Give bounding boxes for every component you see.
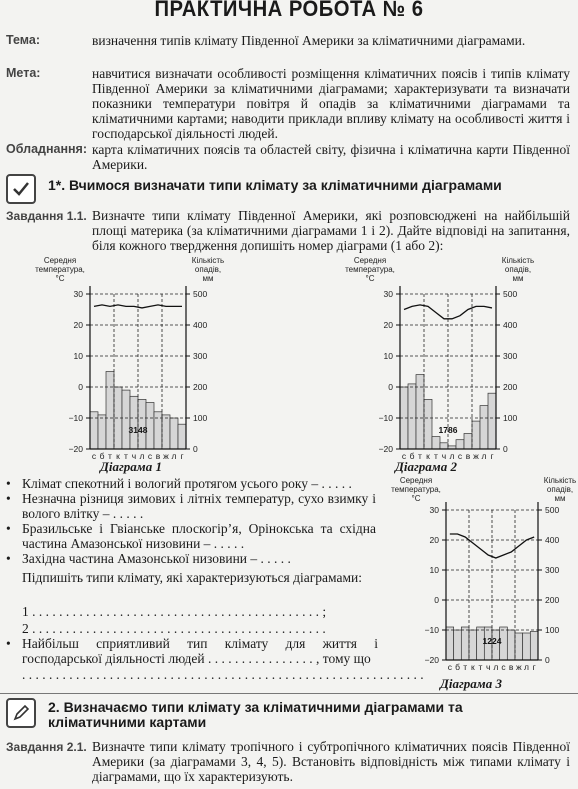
month-label: с bbox=[447, 662, 452, 672]
temp-tick-label: 20 bbox=[383, 320, 393, 330]
precip-bar bbox=[454, 630, 462, 660]
precip-bar bbox=[530, 632, 538, 661]
month-label: в bbox=[155, 451, 161, 461]
temp-axis-title: температура, bbox=[345, 265, 395, 274]
equipment-label: Обладнання: bbox=[6, 142, 88, 156]
precip-bar bbox=[464, 434, 472, 450]
temp-tick-label: 10 bbox=[383, 351, 393, 361]
precip-bar bbox=[456, 440, 464, 449]
precip-bar bbox=[446, 627, 454, 660]
month-label: л bbox=[481, 451, 487, 461]
diagram-3-label: Діаграма 3 bbox=[440, 676, 502, 691]
bullet-item: • Бразильське і Гвіанське плоскогір’я, Орінокська та східна частина Амазонської низовини – . . . . . bbox=[6, 521, 376, 551]
temp-tick-label: 30 bbox=[429, 505, 439, 515]
section-2-header bbox=[6, 698, 574, 728]
precip-total-label: 1224 bbox=[482, 636, 502, 646]
precip-axis-title: мм bbox=[202, 274, 214, 283]
precip-bar bbox=[424, 399, 432, 449]
climate-diagram-1 bbox=[14, 256, 254, 474]
precip-bar bbox=[130, 396, 138, 449]
month-label: л bbox=[171, 451, 177, 461]
temp-tick-label: −10 bbox=[424, 625, 439, 635]
temp-axis-title: температура, bbox=[391, 485, 441, 494]
precip-axis-title: Кількість bbox=[501, 256, 535, 265]
precip-axis-title: мм bbox=[512, 274, 524, 283]
precip-bar bbox=[106, 372, 114, 450]
month-label: г bbox=[532, 662, 536, 672]
month-label: с bbox=[501, 662, 506, 672]
task-1-1-label: Завдання 1.1. bbox=[6, 209, 87, 223]
month-label: в bbox=[508, 662, 514, 672]
precip-axis-title: Кількість bbox=[191, 256, 225, 265]
precip-axis-title: опадів, bbox=[546, 485, 574, 494]
diagram-2-label: Діаграма 2 bbox=[395, 459, 457, 474]
precip-bar bbox=[416, 375, 424, 449]
temp-tick-label: −20 bbox=[68, 444, 83, 454]
month-label: л bbox=[524, 662, 529, 672]
month-label: ж bbox=[515, 662, 522, 672]
answer-line-2: 2 . . . . . . . . . . . . . . . . . . . . . . . . . . . . . . . . . . . . . . . . . . . . bbox=[22, 621, 326, 636]
precip-tick-label: 400 bbox=[193, 320, 208, 330]
section-1-header bbox=[6, 174, 574, 204]
month-label: г bbox=[490, 451, 494, 461]
topic-label: Тема: bbox=[6, 33, 40, 47]
precip-bar bbox=[98, 415, 106, 449]
precip-tick-label: 100 bbox=[545, 625, 560, 635]
temp-axis-title: °С bbox=[365, 274, 375, 283]
month-label: ч bbox=[441, 451, 447, 461]
precip-bar bbox=[90, 412, 98, 449]
month-label: т bbox=[463, 662, 468, 672]
temp-axis-title: Середня bbox=[353, 256, 387, 265]
section-2-heading-1: 2. Визначаємо типи клімату за кліматичними діаграмами та bbox=[48, 699, 463, 715]
month-label: ж bbox=[163, 451, 169, 461]
temp-axis-title: Середня bbox=[399, 476, 433, 485]
precip-bar bbox=[408, 384, 416, 449]
precip-bar bbox=[480, 406, 488, 449]
precip-bar bbox=[122, 390, 130, 449]
precip-bar bbox=[154, 412, 162, 449]
temp-tick-label: −20 bbox=[378, 444, 393, 454]
precip-tick-label: 500 bbox=[503, 289, 518, 299]
checkmark-icon bbox=[6, 174, 36, 204]
task-1-1-text: Визначте типи клімату Південної Америки, які розповсюджені на найбільшій площі материка (за кліматичними діаграмами 1 і 2). Дайте відповіді на запитання, біля кожного твердження допишіть номер діаграми (1 або 2): bbox=[92, 208, 570, 253]
precip-tick-label: 300 bbox=[193, 351, 208, 361]
precip-axis-title: мм bbox=[554, 494, 566, 503]
month-label: к bbox=[116, 451, 120, 461]
month-label: с bbox=[401, 451, 407, 461]
month-label: б bbox=[455, 662, 460, 672]
month-label: т bbox=[108, 451, 112, 461]
goal-text: навчитися визначати особливості розміщення кліматичних поясів і типів клімату Південної Америки за кліматичними діаграмами; характеризувати та визначати показники температури повітря й опадів за кліматичними діаграмами та кліматичними картами; наводити приклади впливу клімату на особливості життя і господарської діяльності людей. bbox=[92, 66, 570, 141]
month-label: к bbox=[426, 451, 430, 461]
precip-total-label: 1786 bbox=[438, 425, 458, 435]
month-label: т bbox=[478, 662, 483, 672]
temp-axis-title: °С bbox=[411, 494, 421, 503]
temp-tick-label: −10 bbox=[68, 413, 83, 423]
month-label: б bbox=[409, 451, 415, 461]
month-label: л bbox=[139, 451, 145, 461]
temp-tick-label: 10 bbox=[73, 351, 83, 361]
month-label: л bbox=[449, 451, 455, 461]
month-label: ч bbox=[485, 662, 491, 672]
month-label: т bbox=[434, 451, 438, 461]
precip-bar bbox=[440, 443, 448, 449]
answer-line-3: . . . . . . . . . . . . . . . . . . . . . . . . . . . . . . . . . . . . . . . . . . . . . . . . . . . . . . . . . . . . bbox=[22, 667, 424, 682]
answer-line-1: 1 . . . . . . . . . . . . . . . . . . . . . . . . . . . . . . . . . . . . . . . . . . . ; bbox=[22, 604, 327, 619]
section-2-heading-2: кліматичними картами bbox=[48, 714, 207, 730]
month-label: ч bbox=[131, 451, 137, 461]
precip-bar bbox=[432, 437, 440, 449]
precip-bar bbox=[472, 421, 480, 449]
precip-tick-label: 200 bbox=[193, 382, 208, 392]
bullet-item: • Найбільш сприятливий тип клімату для життя і господарської діяльності людей . . . . . . . . . . . . . . . . , тому що bbox=[6, 636, 378, 666]
precip-tick-label: 500 bbox=[545, 505, 560, 515]
precip-tick-label: 200 bbox=[503, 382, 518, 392]
precip-axis-title: опадів, bbox=[504, 265, 532, 274]
equipment-text: карта кліматичних поясів та областей світу, фізична і кліматична карти Південної Америки. bbox=[92, 142, 570, 172]
sign-instruction: Підпишіть типи клімату, які характеризуються діаграмами: bbox=[22, 570, 362, 585]
precip-tick-label: 100 bbox=[193, 413, 208, 423]
month-label: в bbox=[465, 451, 471, 461]
temp-tick-label: 30 bbox=[383, 289, 393, 299]
task-2-1-text: Визначте типи клімату тропічного і субтропічного кліматичних поясів Південної Америки (за діаграмами 3, 4, 5). Встановіть відповідність між типами клімату і діаграмами, що їх характеризують. bbox=[92, 739, 570, 784]
diagram-1-label: Діаграма 1 bbox=[100, 459, 162, 474]
month-label: т bbox=[124, 451, 128, 461]
temp-tick-label: 10 bbox=[429, 565, 439, 575]
pencil-icon bbox=[6, 698, 36, 728]
precip-tick-label: 0 bbox=[503, 444, 508, 454]
page-title: ПРАКТИЧНА РОБОТА № 6 bbox=[154, 0, 424, 21]
month-label: г bbox=[180, 451, 184, 461]
precip-bar bbox=[507, 630, 515, 660]
task-2-1-label: Завдання 2.1. bbox=[6, 740, 87, 754]
precip-tick-label: 500 bbox=[193, 289, 208, 299]
precip-bar bbox=[523, 633, 531, 660]
temp-axis-title: °С bbox=[55, 274, 65, 283]
precip-bar bbox=[178, 424, 186, 449]
precip-bar bbox=[515, 633, 523, 660]
precip-bar bbox=[469, 630, 477, 660]
climate-diagram-3 bbox=[380, 476, 578, 674]
precip-bar bbox=[162, 415, 170, 449]
temp-tick-label: 0 bbox=[434, 595, 439, 605]
climate-diagram-2 bbox=[318, 256, 558, 474]
precip-tick-label: 400 bbox=[545, 535, 560, 545]
temp-tick-label: 30 bbox=[73, 289, 83, 299]
precip-axis-title: опадів, bbox=[194, 265, 222, 274]
temp-tick-label: 20 bbox=[73, 320, 83, 330]
precip-tick-label: 200 bbox=[545, 595, 560, 605]
month-label: б bbox=[99, 451, 105, 461]
precip-tick-label: 300 bbox=[503, 351, 518, 361]
precip-axis-title: Кількість bbox=[543, 476, 577, 485]
temp-axis-title: температура, bbox=[35, 265, 85, 274]
goal-label: Мета: bbox=[6, 66, 41, 80]
precip-tick-label: 100 bbox=[503, 413, 518, 423]
precip-tick-label: 0 bbox=[545, 655, 550, 665]
precip-bar bbox=[461, 627, 469, 660]
temp-tick-label: −10 bbox=[378, 413, 393, 423]
month-label: с bbox=[147, 451, 153, 461]
month-label: с bbox=[91, 451, 97, 461]
month-label: ж bbox=[473, 451, 479, 461]
temp-tick-label: 0 bbox=[388, 382, 393, 392]
temp-tick-label: 20 bbox=[429, 535, 439, 545]
precip-tick-label: 300 bbox=[545, 565, 560, 575]
temp-tick-label: −20 bbox=[424, 655, 439, 665]
month-label: т bbox=[418, 451, 422, 461]
temp-tick-label: 0 bbox=[78, 382, 83, 392]
bullet-item: • Клімат спекотний і вологий протягом усього року – . . . . . bbox=[6, 476, 352, 491]
bullet-item: • Незначна різниця зимових і літніх температур, сухо взимку і волого влітку – . . . . . bbox=[6, 491, 376, 521]
precip-bar bbox=[488, 393, 496, 449]
section-1-heading: 1*. Вчимося визначати типи клімату за кліматичними діаграмами bbox=[48, 177, 502, 193]
bullet-item: • Західна частина Амазонської низовини – . . . . . bbox=[6, 551, 291, 566]
temp-axis-title: Середня bbox=[43, 256, 77, 265]
precip-bar bbox=[170, 418, 178, 449]
month-label: л bbox=[493, 662, 499, 672]
precip-total-label: 3148 bbox=[128, 425, 148, 435]
precip-tick-label: 0 bbox=[193, 444, 198, 454]
month-label: к bbox=[470, 662, 475, 672]
precip-tick-label: 400 bbox=[503, 320, 518, 330]
month-label: с bbox=[457, 451, 463, 461]
topic-text: визначення типів клімату Південної Америки за кліматичними діаграмами. bbox=[92, 33, 526, 48]
